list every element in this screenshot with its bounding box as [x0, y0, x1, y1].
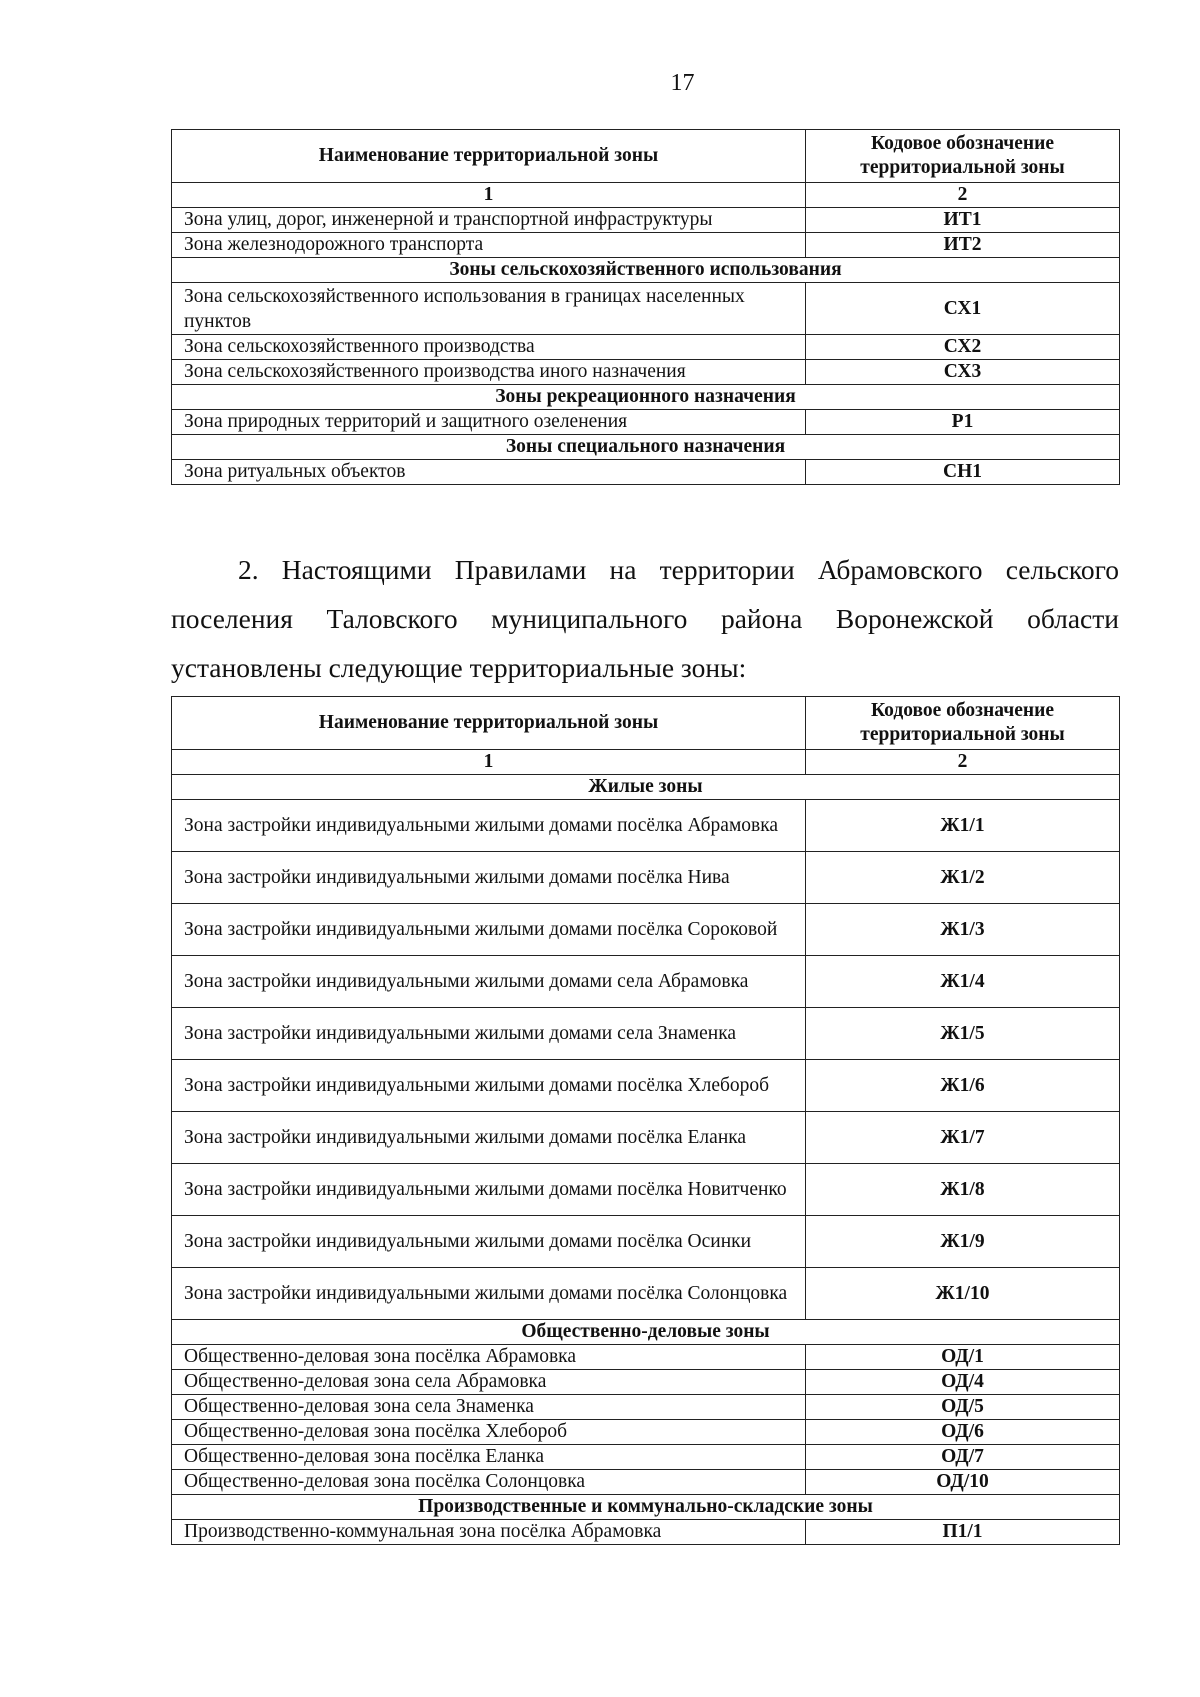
zones-table-2 — [171, 696, 1120, 1545]
zone-name: Зона застройки индивидуальными жилыми домами посёлка Еланка — [172, 1112, 806, 1164]
section-title: Производственные и коммунально-складские зоны — [172, 1495, 1120, 1520]
table-row — [172, 1420, 1120, 1445]
table-row — [172, 460, 1120, 485]
table-row — [172, 956, 1120, 1008]
table-header-row — [172, 130, 1120, 183]
zone-code: ОД/4 — [806, 1370, 1120, 1395]
zone-code: ОД/1 — [806, 1345, 1120, 1370]
zone-name: Зона застройки индивидуальными жилыми домами села Знаменка — [172, 1008, 806, 1060]
zone-name: Зона застройки индивидуальными жилыми домами села Абрамовка — [172, 956, 806, 1008]
zone-code: СХ1 — [806, 283, 1120, 335]
zone-code: ОД/10 — [806, 1470, 1120, 1495]
table-row — [172, 800, 1120, 852]
section-row — [172, 775, 1120, 800]
table-row — [172, 1445, 1120, 1470]
zone-code: ОД/6 — [806, 1420, 1120, 1445]
zone-name: Зона сельскохозяйственного производства иного назначения — [172, 360, 806, 385]
zone-name: Зона застройки индивидуальными жилыми домами посёлка Новитченко — [172, 1164, 806, 1216]
column-number-1: 1 — [172, 750, 806, 775]
zone-name: Зона сельскохозяйственного использования в границах населенных пунктов — [172, 283, 806, 335]
table-row — [172, 1345, 1120, 1370]
name-column-header: Наименование территориальной зоны — [172, 130, 806, 183]
zone-code: Ж1/4 — [806, 956, 1120, 1008]
zone-name: Зона железнодорожного транспорта — [172, 233, 806, 258]
table-row — [172, 1520, 1120, 1545]
zone-code: Ж1/3 — [806, 904, 1120, 956]
column-number-1: 1 — [172, 183, 806, 208]
zone-name: Зона застройки индивидуальными жилыми домами посёлка Хлебороб — [172, 1060, 806, 1112]
zone-code: ИТ2 — [806, 233, 1120, 258]
zone-code: СН1 — [806, 460, 1120, 485]
table-row — [172, 1060, 1120, 1112]
zone-name: Зона застройки индивидуальными жилыми домами посёлка Абрамовка — [172, 800, 806, 852]
column-number-row — [172, 183, 1120, 208]
zone-code: Ж1/9 — [806, 1216, 1120, 1268]
name-column-header: Наименование территориальной зоны — [172, 697, 806, 750]
table-row — [172, 1112, 1120, 1164]
section-title: Зоны рекреационного назначения — [172, 385, 1120, 410]
zone-code: Ж1/10 — [806, 1268, 1120, 1320]
code-column-header: Кодовое обозначение территориальной зоны — [806, 697, 1120, 750]
zone-name: Общественно-деловая зона села Абрамовка — [172, 1370, 806, 1395]
zone-code: Ж1/2 — [806, 852, 1120, 904]
table-header-row — [172, 697, 1120, 750]
zone-name: Зона сельскохозяйственного производства — [172, 335, 806, 360]
zone-name: Зона застройки индивидуальными жилыми домами посёлка Осинки — [172, 1216, 806, 1268]
zone-code: Ж1/6 — [806, 1060, 1120, 1112]
zone-code: ОД/5 — [806, 1395, 1120, 1420]
section-row — [172, 1320, 1120, 1345]
zone-name: Зона застройки индивидуальными жилыми домами посёлка Солонцовка — [172, 1268, 806, 1320]
zones-table-1 — [171, 129, 1120, 485]
table-row — [172, 208, 1120, 233]
section-title: Зоны специального назначения — [172, 435, 1120, 460]
section-row — [172, 435, 1120, 460]
zone-code: СХ3 — [806, 360, 1120, 385]
zone-name: Зона ритуальных объектов — [172, 460, 806, 485]
zone-code: Ж1/8 — [806, 1164, 1120, 1216]
table-row — [172, 360, 1120, 385]
table-row — [172, 1164, 1120, 1216]
zone-name: Общественно-деловая зона посёлка Солонцовка — [172, 1470, 806, 1495]
code-column-header: Кодовое обозначение территориальной зоны — [806, 130, 1120, 183]
column-number-row — [172, 750, 1120, 775]
zone-code: ОД/7 — [806, 1445, 1120, 1470]
body-paragraph — [171, 545, 1119, 692]
zone-name: Зона застройки индивидуальными жилыми домами посёлка Нива — [172, 852, 806, 904]
zone-code: Ж1/7 — [806, 1112, 1120, 1164]
section-row — [172, 385, 1120, 410]
table-row — [172, 1470, 1120, 1495]
section-title: Жилые зоны — [172, 775, 1120, 800]
table-row — [172, 233, 1120, 258]
zone-code: СХ2 — [806, 335, 1120, 360]
section-title: Общественно-деловые зоны — [172, 1320, 1120, 1345]
zone-name: Общественно-деловая зона села Знаменка — [172, 1395, 806, 1420]
column-number-2: 2 — [806, 750, 1120, 775]
table-row — [172, 1268, 1120, 1320]
table-row — [172, 1216, 1120, 1268]
column-number-2: 2 — [806, 183, 1120, 208]
table-row — [172, 904, 1120, 956]
table-row — [172, 335, 1120, 360]
table-row — [172, 1370, 1120, 1395]
zone-name: Зона улиц, дорог, инженерной и транспортной инфраструктуры — [172, 208, 806, 233]
table-row — [172, 283, 1120, 335]
zone-name: Общественно-деловая зона посёлка Еланка — [172, 1445, 806, 1470]
zone-code: Ж1/1 — [806, 800, 1120, 852]
section-title: Зоны сельскохозяйственного использования — [172, 258, 1120, 283]
section-row — [172, 258, 1120, 283]
table-row — [172, 1008, 1120, 1060]
zone-name: Зона природных территорий и защитного озеленения — [172, 410, 806, 435]
zone-name: Производственно-коммунальная зона посёлка Абрамовка — [172, 1520, 806, 1545]
zone-code: П1/1 — [806, 1520, 1120, 1545]
zone-name: Общественно-деловая зона посёлка Хлебороб — [172, 1420, 806, 1445]
paragraph-text: 2. Настоящими Правилами на территории Абрамовского сельского поселения Таловского муниципального района Воронежской области установлены следующие территориальные зоны: — [171, 554, 1119, 683]
zone-code: ИТ1 — [806, 208, 1120, 233]
table-row — [172, 410, 1120, 435]
zone-code: Ж1/5 — [806, 1008, 1120, 1060]
table-row — [172, 852, 1120, 904]
section-row — [172, 1495, 1120, 1520]
zone-name: Зона застройки индивидуальными жилыми домами посёлка Сороковой — [172, 904, 806, 956]
table-row — [172, 1395, 1120, 1420]
page-number: 17 — [670, 70, 695, 96]
zone-code: Р1 — [806, 410, 1120, 435]
zone-name: Общественно-деловая зона посёлка Абрамовка — [172, 1345, 806, 1370]
